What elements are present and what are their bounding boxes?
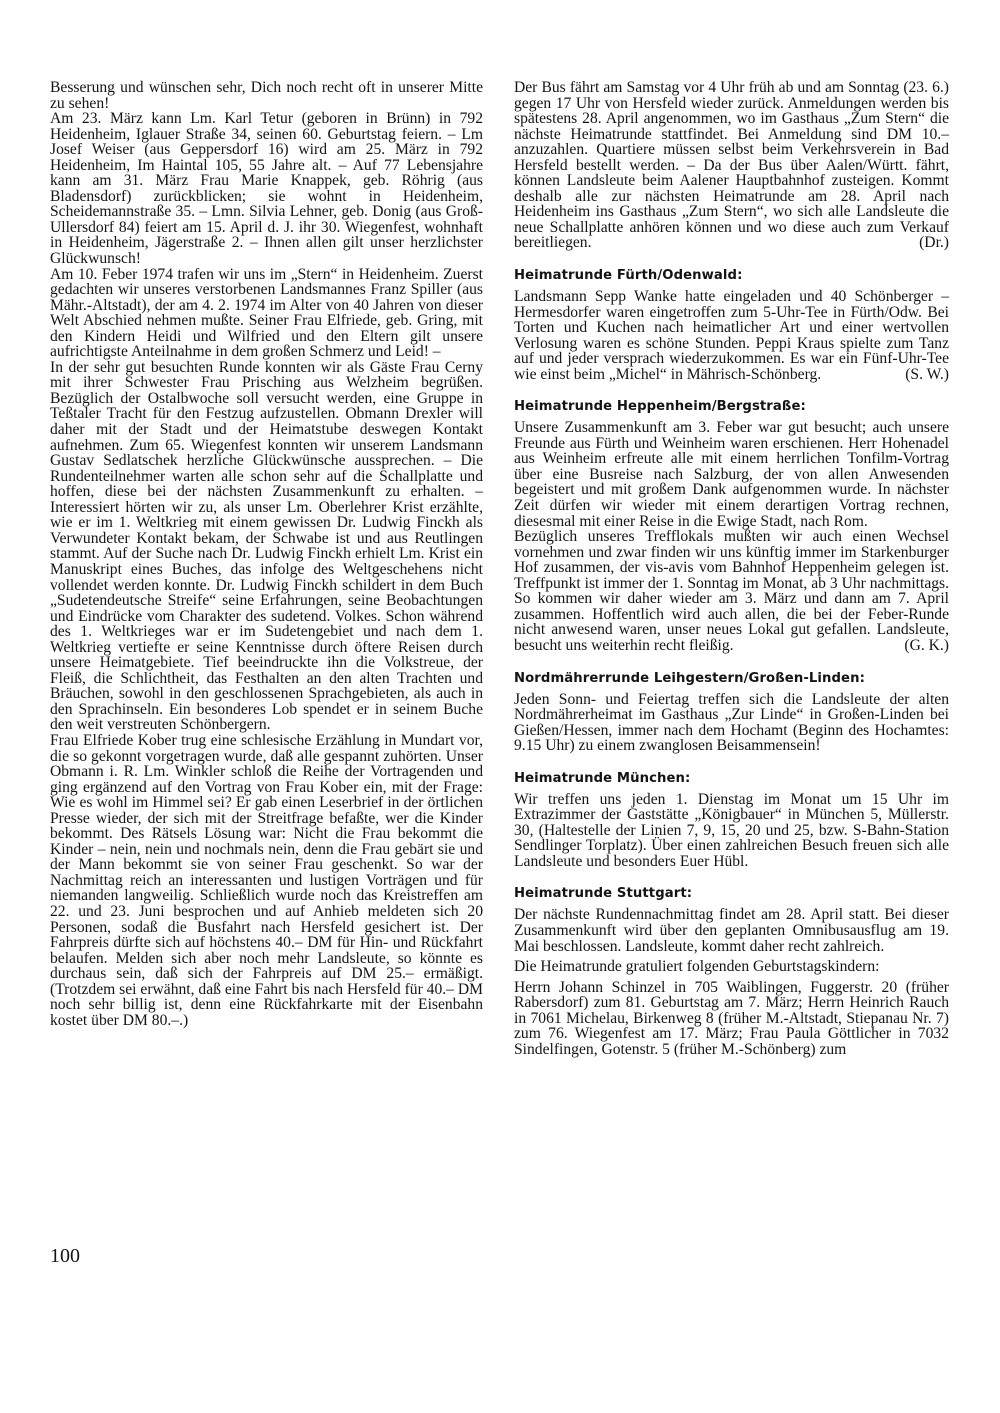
paragraph: Am 23. März kann Lm. Karl Tetur (geboren in Brünn) in 792 Heidenheim, Iglauer Straße 34, seinen 60. Geburtstag feiern. – Lm Josef Weiser (aus Geppersdorf 16) wird am 25. März in 792 Heidenheim, Im Haintal 105, 55 Jahre alt. – Auf 77 Lebensjahre kann am 31. März Frau Marie Knappek, geb. Röhrig (aus Bladensdorf) zurückblicken; sie wohnt in Heidenheim, Scheidemannstraße 35. – Lmn. Silvia Lehner, geb. Donig (aus Groß-Ullersdorf 84) feiert am 15. April d. J. ihr 30. Wiegenfest, wohnhaft in Heidenheim, Jägerstraße 2. – Ihnen allen gilt unser herzlichster Glückwunsch! xyxy=(50,110,483,268)
left-column xyxy=(50,80,483,1028)
paragraph xyxy=(514,80,949,251)
author-signature: (S. W.) xyxy=(905,365,949,383)
paragraph-text: Bezüglich unseres Trefflokals mußten wir auch einen Wechsel vornehmen und zwar finden wir uns künftig immer im Starkenburger Hof zusammen, der vis-avis vom Bahnhof Heppenheim gelegen ist. Treffpunkt ist immer der 1. Sonntag im Monat, ab 3 Uhr nachmittags. So kommen wir daher wieder am 3. März und dann am 7. April zusammen. Hoffentlich wird auch allen, die bei der Feber-Runde nicht anwesend waren, unser neues Lokal gut gefallen. Landsleute, besucht uns weiterhin recht fleißig. xyxy=(514,528,949,654)
paragraph: In der sehr gut besuchten Runde konnten wir als Gäste Frau Cerny mit ihrer Schwester Frau Prisching aus Welzheim begrüßen. Bezüglich der Ostalbwoche soll versucht werden, eine Gruppe in Teßtaler Tracht für den Festzug aufzustellen. Obmann Drexler will daher mit der Stadt und der Heimatstube deswegen Kontakt aufnehmen. Zum 65. Wiegenfest konnten wir unserem Landsmann Gustav Sedlatschek herzliche Glückwünsche aussprechen. – Die Rundenteilnehmer warten alle schon sehr auf die Schallplatte und hoffen, diese bei der nächsten Zusammenkunft zu erhalten. – Interessiert hörten wir zu, als unser Lm. Oberlehrer Krist erzählte, wie er im 1. Weltkrieg mit einem gewissen Dr. Ludwig Finckh als Verwundeter Kontakt bekam, der Schwabe ist und aus Reutlingen stammt. Auf der Suche nach Dr. Ludwig Finckh erhielt Lm. Krist ein Manuskript eines Buches, das infolge des Weltgeschehens nicht vollendet werden konnte. Dr. Ludwig Finckh schildert in dem Buch „Sudetendeutsche Streife“ seine Erfahrungen, seine Beobachtungen und Eindrücke vom Charakter des sudetend. Volkes. Schon während des 1. Weltkrieges war er im Sudetengebiet und nach dem 1. Weltkrieg vertiefte er seine Kenntnisse durch öftere Reisen durch unsere Heimatgebiete. Tief beeindruckte ihn die Volkstreue, der Fleiß, die Schlichtheit, das Festhalten an den alten Trachten und Bräuchen, sowohl in den geschlossenen Sprachgebieten, als auch in den Sprachinseln. Ein besonderes Lob spendet er in seinem Buche den weit verstreuten Schönbergern. xyxy=(50,358,483,734)
section-heading: Heimatrunde Stuttgart: xyxy=(514,886,693,902)
section-heading: Nordmährerrunde Leihgestern/Großen-Linden: xyxy=(514,670,865,686)
paragraph: Besserung und wünschen sehr, Dich noch recht oft in unserer Mitte zu sehen! xyxy=(50,79,483,112)
paragraph xyxy=(514,529,949,653)
section-heading: Heimatrunde Heppenheim/Bergstraße: xyxy=(514,399,806,415)
paragraph: Unsere Zusammenkunft am 3. Feber war gut besucht; auch unsere Freunde aus Fürth und Weinheim waren erschienen. Herr Hohenadel aus Weinheim erfreute alle mit einem herrlichen Tonfilm-Vortrag über eine Busreise nach Salzburg, der von allen Anwesenden begeistert und mit großem Dank aufgenommen wurde. In nächster Zeit dürfen wir wieder mit einem derartigen Vortrag rechnen, diesesmal mit einer Reise in die Ewige Stadt, nach Rom. xyxy=(514,419,949,530)
section-heading: Heimatrunde München: xyxy=(514,770,691,786)
paragraph: Am 10. Feber 1974 trafen wir uns im „Stern“ in Heidenheim. Zuerst gedachten wir unseres verstorbenen Landsmannes Franz Spiller (aus Mähr.-Altstadt), der am 4. 2. 1974 im Alter von 40 Jahren von dieser Welt Abschied nehmen mußte. Seiner Frau Elfriede, geb. Gring, mit den Kindern Heidi und Wilfried und den Eltern gilt unsere aufrichtigste Anteilnahme in dem großen Schmerz und Leid! – xyxy=(50,265,483,361)
paragraph-text: Der Bus fährt am Samstag vor 4 Uhr früh ab und am Sonntag (23. 6.) gegen 17 Uhr von Hersfeld wieder zurück. Anmeldungen werden bis spätestens 28. April angenommen, wo im Gasthaus „Zum Stern“ die nächste Heimatrunde stattfindet. Bei Anmeldung sind DM 10.– anzuzahlen. Quartiere müssen selbst beim Verkehrsverein in Bad Hersfeld bestellt werden. – Da der Bus über Aalen/Württ. fährt, können Landsleute beim Aalener Hauptbahnhof zusteigen. Kommt deshalb alle zur nächsten Heimatrunde am 28. April nach Heidenheim ins Gasthaus „Zum Stern“, wo sich alle Landsleute die neue Schallplatte anhören können und wo diese auch zum Verkauf bereitliegen. xyxy=(514,79,949,252)
paragraph xyxy=(514,289,949,382)
paragraph: Herrn Johann Schinzel in 705 Waiblingen, Fuggerstr. 20 (früher Rabersdorf) zum 81. Geburtstag am 7. März; Herrn Heinrich Rauch in 7061 Michelau, Birkenweg 8 (früher M.-Altstadt, Stiepanau Nr. 7) zum 76. Wiegenfest am 17. März; Frau Paula Göttlicher in 7032 Sindelfingen, Gotenstr. 5 (früher M.-Schönberg) zum xyxy=(514,978,949,1058)
paragraph: Frau Elfriede Kober trug eine schlesische Erzählung in Mundart vor, die so gekonnt vorgetragen wurde, daß alle gespannt zuhörten. Unser Obmann i. R. Lm. Winkler schloß die Reihe der Vortragenden und ging ergänzend auf den Vortrag von Frau Kober ein, mit der Frage: Wie es wohl im Himmel sei? Er gab einen Leserbrief in der örtlichen Presse wieder, der sich mit der Streitfrage befaßte, wer die Kinder bekommt. Des Rätsels Lösung war: Nicht die Frau bekommt die Kinder – nein, nein und nochmals nein, denn die Frau gebärt sie und der Mann bekommt sie von seiner Frau geschenkt. So war der Nachmittag reich an interessanten und lustigen Vorträgen und für niemanden langweilig. Schließlich wurde noch das Kreistreffen am 22. und 23. Juni besprochen und auf Anhieb meldeten sich 20 Personen, sodaß die Busfahrt nach Hersfeld gesichert ist. Der Fahrpreis dürfte sich auf höchstens 40.– DM für Hin- und Rückfahrt belaufen. Melden sich aber noch mehr Landsleute, so könnte es durchaus sein, daß sich der Fahrpreis auf DM 25.– ermäßigt. (Trotzdem sei erwähnt, daß eine Fahrt bis nach Hersfeld für 40.– DM noch sehr billig ist, denn eine Rückfahrkarte mit der Eisenbahn kostet über DM 80.–.) xyxy=(50,731,483,1029)
section-heading: Heimatrunde Fürth/Odenwald: xyxy=(514,268,743,284)
author-signature: (G. K.) xyxy=(904,636,949,654)
paragraph: Jeden Sonn- und Feiertag treffen sich die Landsleute der alten Nordmährerheimat im Gasthaus „Zur Linde“ in Großen-Linden bei Gießen/Hessen, immer nach dem Hochamt (Beginn des Hochamtes: 9.15 Uhr) zu einem zwanglosen Beisammensein! xyxy=(514,690,949,755)
author-signature: (Dr.) xyxy=(919,234,949,252)
page-number: 100 xyxy=(50,1245,80,1267)
paragraph: Wir treffen uns jeden 1. Dienstag im Monat um 15 Uhr im Extrazimmer der Gaststätte „Königbauer“ in München 5, Müllerstr. 30, (Haltestelle der Linien 7, 9, 15, 20 und 25, bzw. S-Bahn-Station Sendlinger Torplatz). Über einen zahlreichen Besuch freuen sich alle Landsleute und besonders Euer Hübl. xyxy=(514,790,949,870)
paragraph: Die Heimatrunde gratuliert folgenden Geburtstagskindern: xyxy=(514,958,880,976)
paragraph: Der nächste Rundennachmittag findet am 28. April statt. Bei dieser Zusammenkunft wird über den geplanten Omnibusausflug am 19. Mai beschlossen. Landsleute, kommt daher recht zahlreich. xyxy=(514,906,949,955)
right-column xyxy=(514,80,949,1057)
paragraph-text: Landsmann Sepp Wanke hatte eingeladen und 40 Schönberger – Hermesdorfer waren eingetroffen zum 5-Uhr-Tee in Fürth/Odw. Bei Torten und Kuchen nach heimatlicher Art und einer wertvollen Verlosung waren es schöne Stunden. Peppi Kraus spielte zum Tanz auf und jeder versprach wiederzukommen. Es war ein Fünf-Uhr-Tee wie einst beim „Michel“ in Mährisch-Schönberg. xyxy=(514,288,949,383)
